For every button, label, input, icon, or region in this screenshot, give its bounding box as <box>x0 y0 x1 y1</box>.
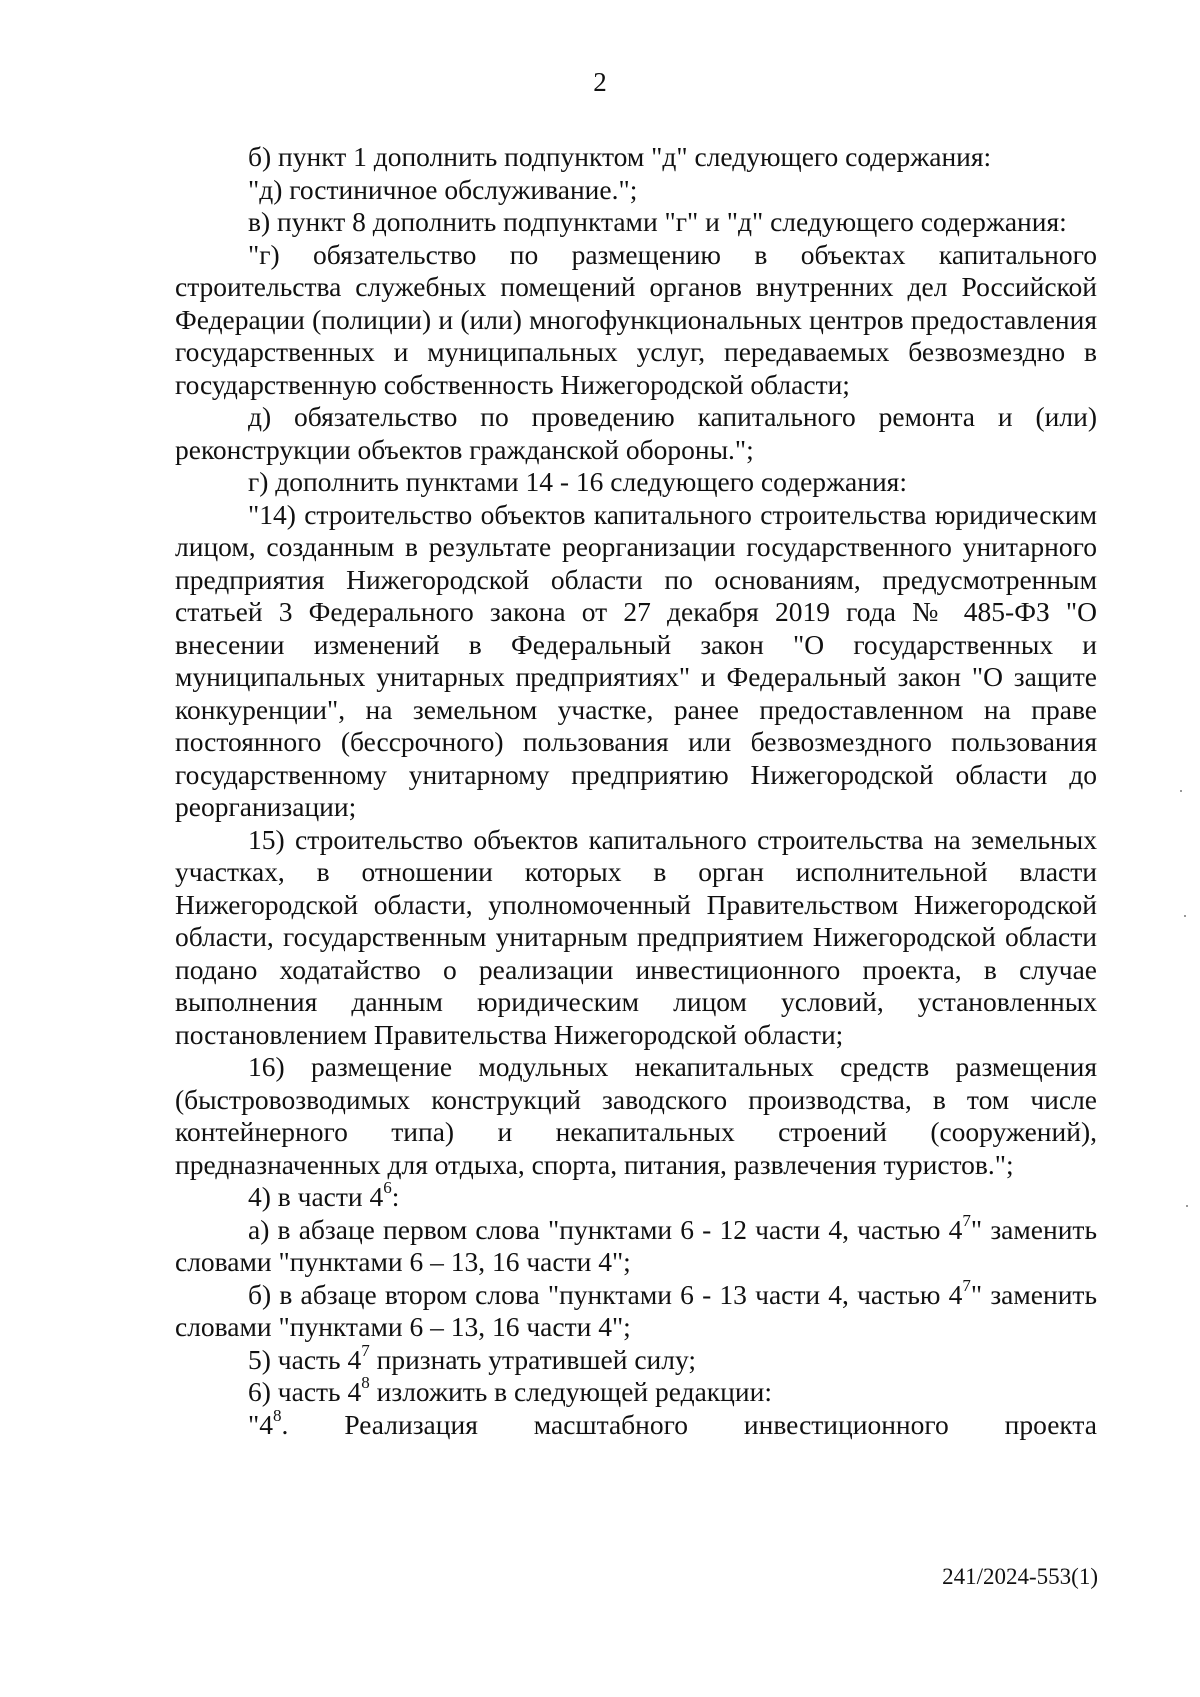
paragraph-item-v-point-8: в) пункт 8 дополнить подпунктами "г" и "д" следующего содержания: <box>248 206 1067 237</box>
paragraph-item-b-point-1: б) пункт 1 дополнить подпунктом "д" следующего содержания: <box>248 141 992 172</box>
paragraph-item-5-part-4-7: 5) часть $4^7$ признать утратившей силу; <box>248 1340 697 1375</box>
document-body <box>175 141 1097 1441</box>
paragraph-subpoint-g-obligation: "г) обязательство по размещению в объектах капитального строительства служебных помещений органов внутренних дел Российской Федерации (полиции) и (или) многофункциональных центров предоставления государственных и муниципальных услуг, передаваемых безвозмездно в государственную собственность Нижегородской области; <box>175 238 1097 400</box>
scan-speck <box>1184 915 1186 917</box>
superscript: 7 <box>361 1340 370 1360</box>
superscript: 8 <box>361 1373 370 1393</box>
paragraph-point-16: 16) размещение модульных некапитальных средств размещения (быстровозводимых конструкций заводского производства, в том числе контейнерного типа) и некапитальных строений (сооружений), предназначенных для отдыха, спорта, питания, развлечения туристов."; <box>175 1051 1097 1180</box>
paragraph-item-4-part-4-6: 4) в части $4^6$: <box>248 1178 400 1212</box>
paragraph-subpoint-d-obligation: д) обязательство по проведению капитального ремонта и (или) реконструкции объектов гражданской обороны."; <box>175 401 1097 465</box>
superscript: 8 <box>272 1405 282 1425</box>
superscript: 7 <box>962 1275 971 1295</box>
paragraph-item-6-part-4-8: 6) часть $4^8$ изложить в следующей редакции: <box>248 1373 772 1407</box>
superscript: 6 <box>383 1178 392 1198</box>
paragraph-item-a-first-abzac: а) в абзаце первом слова "пунктами 6 - 12 части 4, частью $4^7$" заменить словами "пунктами 6 – 13, 16 части 4"; <box>175 1210 1097 1277</box>
paragraph-point-14: "14) строительство объектов капитального строительства юридическим лицом, созданным в результате реорганизации государственного унитарного предприятия Нижегородской области по основаниям, предусмотренным статьей 3 Федерального закона от 27 декабря 2019 года № 485-ФЗ "О внесении изменений в Федеральный закон "О государственных и муниципальных унитарных предприятиях" и Федеральный закон "О защите конкуренции", на земельном участке, ранее предоставленном на праве постоянного (бессрочного) пользования или безвозмездного пользования государственному унитарному предприятию Нижегородской области до реорганизации; <box>175 498 1097 822</box>
paragraph-item-b-second-abzac: б) в абзаце втором слова "пунктами 6 - 13 части 4, частью $4^7$" заменить словами "пунктами 6 – 13, 16 части 4"; <box>175 1275 1097 1342</box>
scan-speck <box>1180 790 1182 792</box>
paragraph-part-4-8-start: "$4^8$. Реализация масштабного инвестиционного проекта <box>248 1405 1097 1440</box>
scan-speck <box>1186 1205 1188 1207</box>
superscript: 7 <box>962 1210 971 1230</box>
paragraph-subpoint-d-hotel: "д) гостиничное обслуживание."; <box>248 173 638 205</box>
paragraph-point-15: 15) строительство объектов капитального строительства на земельных участках, в отношении которых в орган исполнительной власти Нижегородской области, уполномоченный Правительством Нижегородской области, государственным унитарным предприятием Нижегородской области подано ходатайство о реализации инвестиционного проекта, в случае выполнения данным юридическим лицом условий, установленных постановлением Правительства Нижегородской области; <box>175 823 1097 1050</box>
document-code: 241/2024-553(1) <box>942 1564 1098 1589</box>
paragraph-item-g-points-14-16: г) дополнить пунктами 14 - 16 следующего содержания: <box>248 466 907 497</box>
page-number: 2 <box>593 67 607 97</box>
